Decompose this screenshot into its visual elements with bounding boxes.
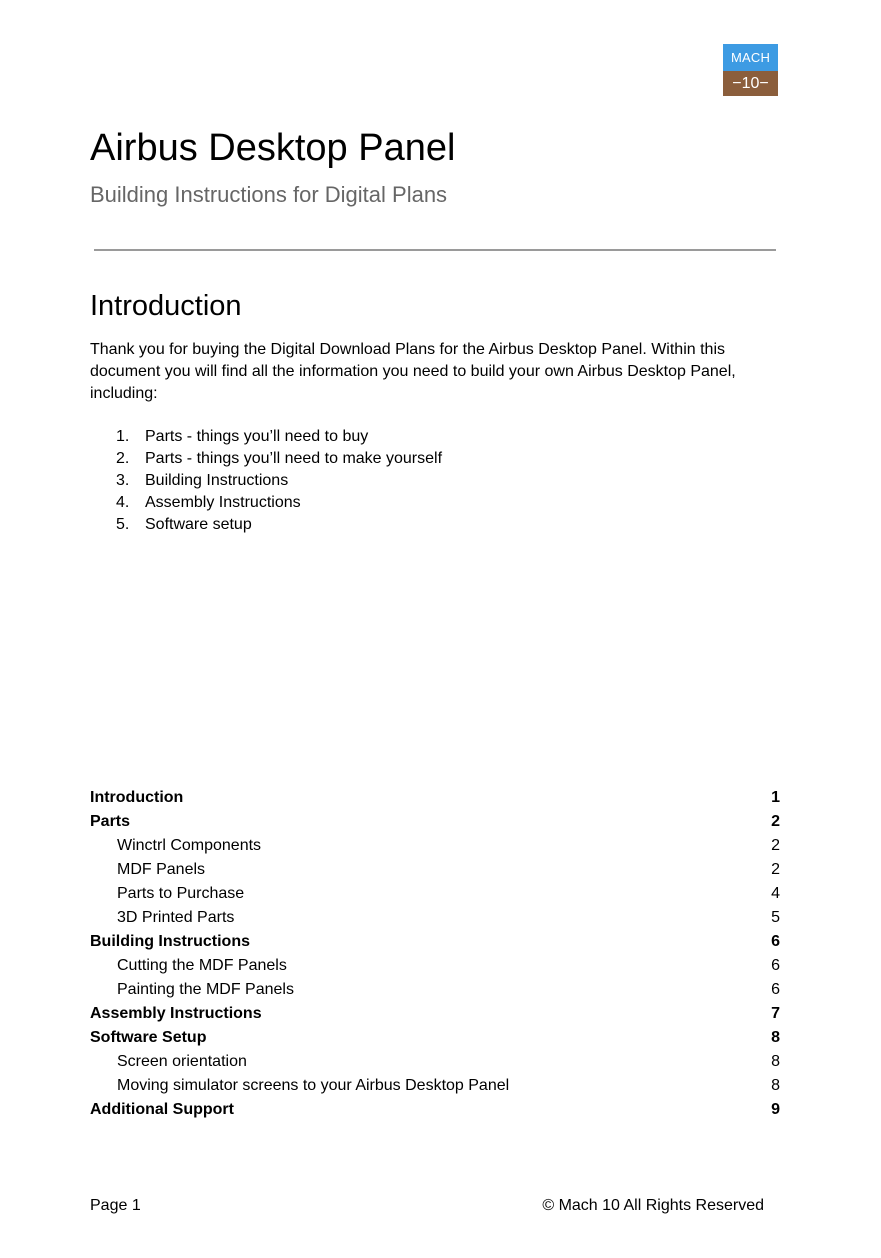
toc-page: 8	[771, 1077, 780, 1094]
toc-label: Cutting the MDF Panels	[117, 957, 287, 974]
toc-page: 4	[771, 885, 780, 902]
list-text: Parts - things you’ll need to buy	[145, 428, 369, 445]
toc-label: Screen orientation	[117, 1053, 247, 1070]
list-number: 3.	[116, 472, 130, 489]
toc-label: Introduction	[90, 789, 184, 806]
toc-entry-painting-mdf-panels[interactable]	[90, 978, 780, 1002]
list-number: 2.	[116, 450, 130, 467]
list-number: 1.	[116, 428, 130, 445]
list-text: Assembly Instructions	[145, 494, 301, 511]
toc-label: 3D Printed Parts	[117, 909, 235, 926]
toc-entry-parts-to-purchase[interactable]	[90, 882, 780, 906]
toc-entry-parts[interactable]	[90, 810, 780, 834]
toc-label: Building Instructions	[90, 933, 250, 950]
list-number: 4.	[116, 494, 130, 511]
toc-entry-winctrl-components[interactable]	[90, 834, 780, 858]
toc-label: Moving simulator screens to your Airbus Desktop Panel	[117, 1077, 510, 1094]
toc-page: 2	[771, 837, 780, 854]
list-item	[116, 448, 442, 470]
toc-entry-additional-support[interactable]	[90, 1098, 780, 1122]
list-item	[116, 492, 442, 514]
list-text: Building Instructions	[145, 472, 289, 489]
contents-list	[116, 426, 442, 536]
toc-page: 5	[771, 909, 780, 926]
toc-entry-cutting-mdf-panels[interactable]	[90, 954, 780, 978]
intro-heading: Introduction	[90, 290, 242, 322]
toc-label: Software Setup	[90, 1029, 207, 1046]
toc-page: 2	[771, 813, 780, 830]
header-divider	[94, 249, 776, 251]
logo-top: MACH	[723, 44, 778, 71]
toc-page: 2	[771, 861, 780, 878]
list-item	[116, 470, 442, 492]
list-number: 5.	[116, 516, 130, 533]
toc-page: 1	[771, 789, 780, 806]
toc-entry-introduction[interactable]	[90, 786, 780, 810]
logo-bottom: −10−	[723, 71, 778, 96]
toc-page: 6	[771, 981, 780, 998]
toc-label: Parts	[90, 813, 131, 830]
toc-label: Painting the MDF Panels	[117, 981, 294, 998]
toc-page: 6	[771, 957, 780, 974]
toc-label: Winctrl Components	[117, 837, 262, 854]
list-text: Parts - things you’ll need to make yourself	[145, 450, 443, 467]
intro-paragraph: Thank you for buying the Digital Download Plans for the Airbus Desktop Panel. Within this document you will find all the information you need to build your own Airbus Desktop Panel, including:	[90, 341, 736, 402]
toc-label: MDF Panels	[117, 861, 206, 878]
document-subtitle: Building Instructions for Digital Plans	[90, 182, 448, 207]
toc-page: 6	[771, 933, 780, 950]
table-of-contents	[90, 786, 780, 1122]
mach10-logo	[723, 44, 778, 96]
toc-entry-building-instructions[interactable]	[90, 930, 780, 954]
toc-page: 8	[771, 1053, 780, 1070]
toc-entry-moving-simulator-screens[interactable]	[90, 1074, 780, 1098]
toc-page: 9	[771, 1101, 780, 1118]
toc-label: Additional Support	[90, 1101, 234, 1118]
copyright-notice: © Mach 10 All Rights Reserved	[542, 1197, 764, 1214]
toc-entry-assembly-instructions[interactable]	[90, 1002, 780, 1026]
toc-page: 8	[771, 1029, 780, 1046]
toc-entry-mdf-panels[interactable]	[90, 858, 780, 882]
toc-entry-3d-printed-parts[interactable]	[90, 906, 780, 930]
toc-label: Parts to Purchase	[117, 885, 245, 902]
document-title: Airbus Desktop Panel	[90, 127, 456, 169]
toc-page: 7	[771, 1005, 780, 1022]
toc-label: Assembly Instructions	[90, 1005, 262, 1022]
toc-entry-screen-orientation[interactable]	[90, 1050, 780, 1074]
page-number: Page 1	[90, 1197, 141, 1214]
list-item	[116, 514, 442, 536]
list-item	[116, 426, 442, 448]
toc-entry-software-setup[interactable]	[90, 1026, 780, 1050]
list-text: Software setup	[145, 516, 252, 533]
